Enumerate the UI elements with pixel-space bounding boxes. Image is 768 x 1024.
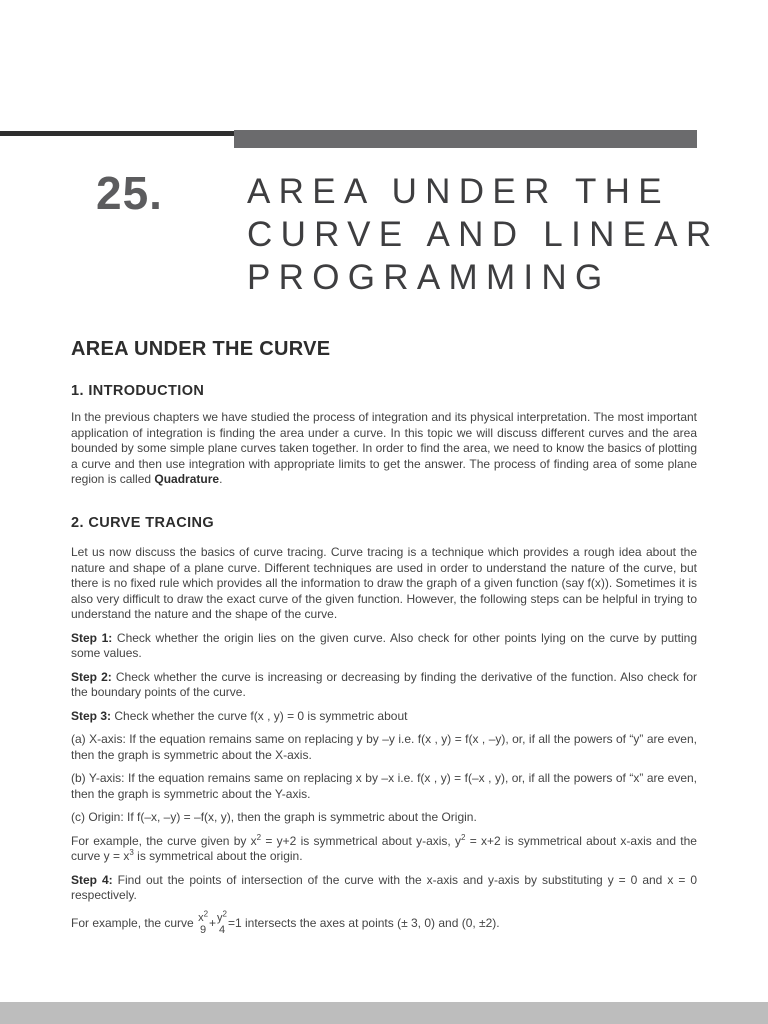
chapter-title-line: PROGRAMMING [247,258,611,297]
step-3-text: Check whether the curve f(x , y) = 0 is symmetric about [111,708,408,723]
step-1-text: Check whether the origin lies on the given curve. Also check for other points lying on the curve by putting some values. [71,630,697,660]
intro-text: In the previous chapters we have studied the process of integration and its physical interpretation. The most important application of integration is finding the area under a curve. In this topic we will discuss different curves and the area bounded by some simple plane curves taken together. In order to find the area, we need to know the basics of plotting a curve and then use integration with appropriate limits to get the answer. The process of finding area of some plane region is called [71,410,697,486]
footer-band [0,1002,768,1024]
example-text: intersects the axes at points (± 3, 0) and (0, ±2). [241,915,500,930]
numerator-var: x [198,911,204,924]
chapter-title-line: CURVE AND LINEAR [247,215,720,254]
superscript: 2 [203,908,209,918]
superscript: 2 [256,832,262,842]
intro-heading: 1. INTRODUCTION [71,382,205,399]
example-text: For example, the curve given by x [71,833,257,848]
symmetry-example [71,834,697,865]
symmetry-origin: (c) Origin: If f(–x, –y) = –f(x, y), then the graph is symmetric about the Origin. [71,810,477,824]
intro-end: . [219,472,223,486]
header-rule-gray [234,130,697,148]
chapter-title-line: AREA UNDER THE [247,172,670,211]
step-2-label: Step 2: [71,669,112,684]
step-1-label: Step 1: [71,630,113,645]
superscript: 3 [129,848,134,857]
step-4-text: Find out the points of intersection of the curve with the x-axis and y-axis by substituting y = 0 and x = 0 respectively. [71,872,697,902]
step-3-label: Step 3: [71,708,112,723]
step-2 [71,670,697,701]
superscript: 2 [461,832,466,842]
fraction-numerator [198,908,209,924]
fraction-y2-over-4 [217,908,227,936]
chapter-number: 25. [96,167,163,219]
section-title: AREA UNDER THE CURVE [71,338,331,360]
plus-sign: + [209,915,217,930]
quadrature-term: Quadrature [154,472,220,486]
fraction-numerator [217,908,227,924]
numerator-var: y [217,911,223,924]
curve-tracing-paragraph: Let us now discuss the basics of curve tracing. Curve tracing is a technique which provides a rough idea about the nature and shape of a plane curve. Different techniques are used in order to understand the nature of the curve, but there is no fixed rule which provides all the information to draw the graph of a given function (say f(x)). Sometimes it is also very difficult to draw the exact curve of the given function. However, the following steps can be helpful in trying to understand the nature and the shape of the curve. [71,545,697,621]
intersection-example [71,908,697,936]
intro-paragraph [71,410,697,488]
curve-tracing-heading: 2. CURVE TRACING [71,514,215,531]
symmetry-x-axis: (a) X-axis: If the equation remains same on replacing y by –y i.e. f(x , y) = f(x , –y), or, if all the powers of “y” are even, then the graph is symmetric about the X-axis. [71,732,697,762]
fraction-denominator: 4 [218,923,226,936]
fraction-x2-over-9 [198,908,209,936]
step-2-text: Check whether the curve is increasing or decreasing by finding the derivative of the function. Also check for the boundary points of the curve. [71,669,697,699]
equals-one: =1 [227,915,242,930]
step-3 [71,709,697,725]
step-4 [71,873,697,904]
step-1 [71,631,697,662]
example-text: = x+2 is symmetrical about x-axis and the curve y = x [71,833,697,863]
example-text: is symmetrical about the origin. [133,849,303,863]
page-content [71,338,697,944]
chapter-title [247,170,747,299]
superscript: 2 [222,908,227,918]
symmetry-y-axis: (b) Y-axis: If the equation remains same on replacing x by –x i.e. f(x , y) = f(–x , y), or, if all the powers of “x” are even, then the graph is symmetric about the Y-axis. [71,771,697,801]
example-text: = y+2 is symmetrical about y-axis, y [261,833,461,848]
header-rule-dark [0,131,236,136]
step-4-label: Step 4: [71,872,113,887]
fraction-denominator: 9 [199,923,207,936]
example-text: For example, the curve [71,915,198,930]
